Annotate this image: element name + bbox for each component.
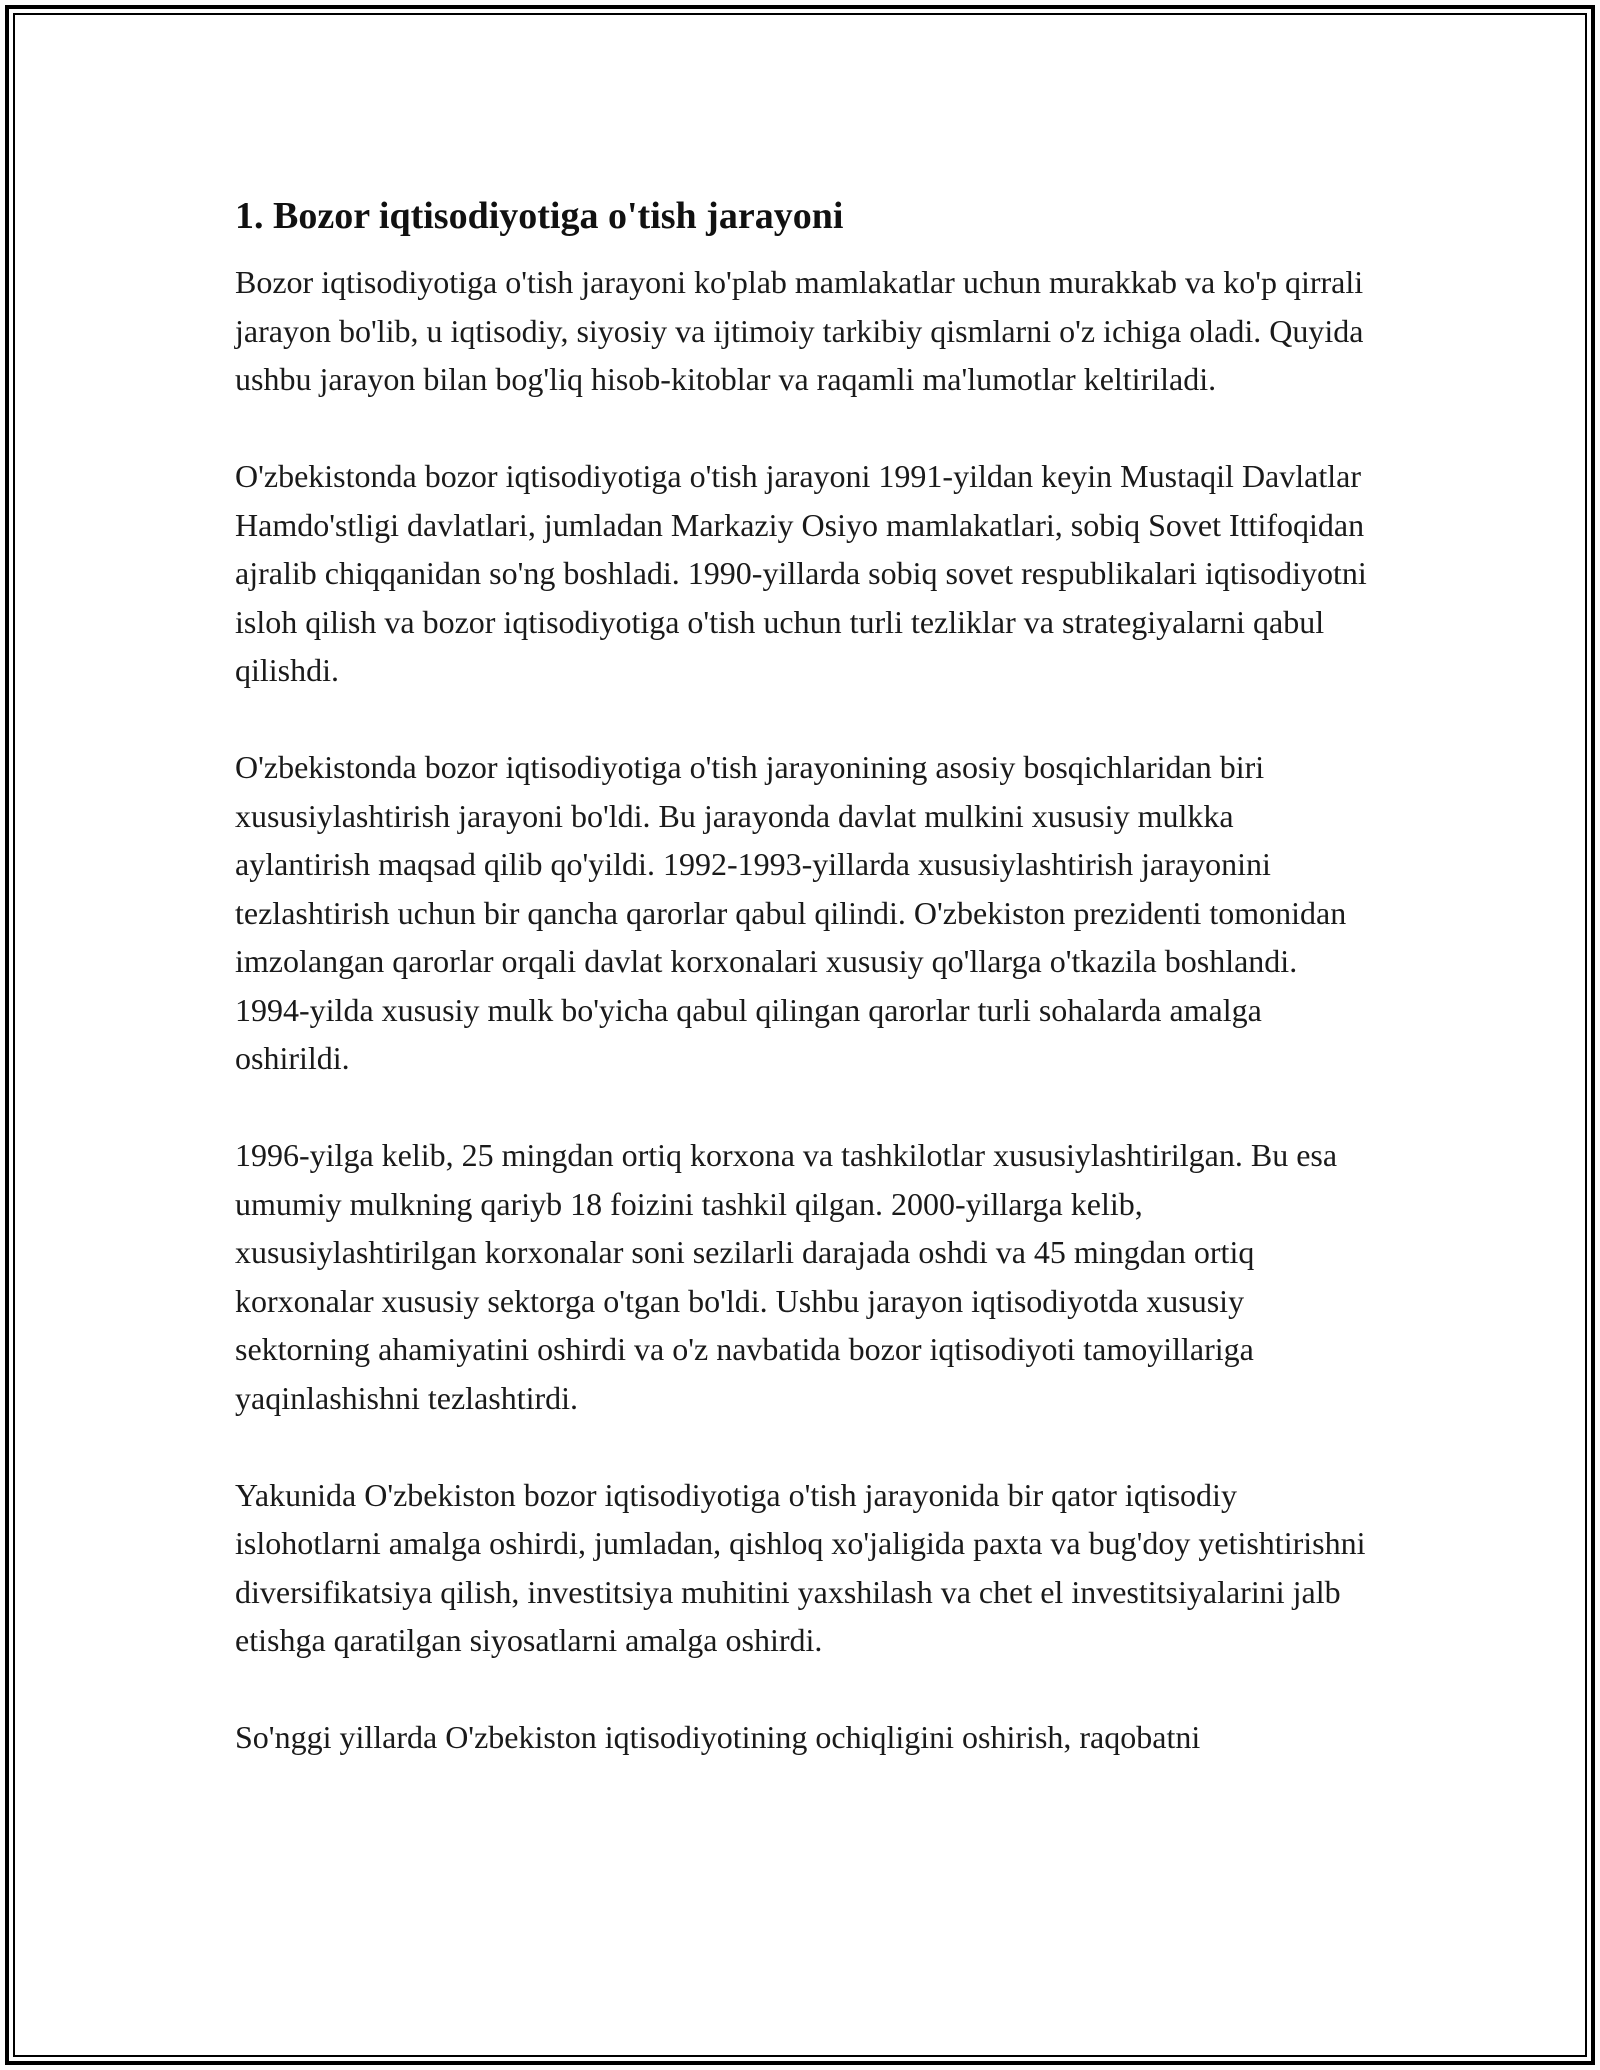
paragraph-privatization-results: 1996-yilga kelib, 25 mingdan ortiq korxona va tashkilotlar xususiylashtirilgan. Bu esa umumiy mulkning qariyb 18 foizini tashkil qilgan. 2000-yillarga kelib, xususiylashtirilgan korxonalar soni sezilarli darajada oshdi va 45 mingdan ortiq korxonalar xususiy sektorga o'tgan bo'ldi. Ushbu jarayon iqtisodiyotda xususiy sektorning ahamiyatini oshirdi va o'z navbatida bozor iqtisodiyoti tamoyillariga yaqinlashishni tezlashtirdi. — [235, 1137, 1338, 1416]
paragraph-recent-years: So'nggi yillarda O'zbekiston iqtisodiyotining ochiqligini oshirish, raqobatni — [235, 1719, 1201, 1755]
paragraph-intro: Bozor iqtisodiyotiga o'tish jarayoni ko'plab mamlakatlar uchun murakkab va ko'p qirrali jarayon bo'lib, u iqtisodiy, siyosiy va ijtimoiy tarkibiy qismlarni o'z ichiga oladi. Quyida ushbu jarayon bilan bog'liq hisob-kitoblar va raqamli ma'lumotlar keltiriladi. — [235, 264, 1364, 397]
paragraph-privatization: O'zbekistonda bozor iqtisodiyotiga o'tish jarayonining asosiy bosqichlaridan biri xususiylashtirish jarayoni bo'ldi. Bu jarayonda davlat mulkini xususiy mulkka aylantirish maqsad qilib qo'yildi. 1992-1993-yillarda xususiylashtirish jarayonini tezlashtirish uchun bir qancha qarorlar qabul qilindi. O'zbekiston prezidenti tomonidan imzolangan qarorlar orqali davlat korxonalari xususiy qo'llarga o'tkazila boshlandi. 1994-yilda xususiy mulk bo'yicha qabul qilingan qarorlar turli sohalarda amalga oshirildi. — [235, 749, 1347, 1076]
paragraph-reforms: Yakunida O'zbekiston bozor iqtisodiyotiga o'tish jarayonida bir qator iqtisodiy islohotlarni amalga oshirdi, jumladan, qishloq xo'jaligida paxta va bug'doy yetishtirishni diversifikatsiya qilish, investitsiya muhitini yaxshilash va chet el investitsiyalarini jalb etishga qaratilgan siyosatlarni amalga oshirdi. — [235, 1476, 1366, 1658]
section-heading: 1. Bozor iqtisodiyotiga o'tish jarayoni — [235, 195, 844, 237]
document-page — [235, 190, 1375, 1810]
paragraph-transition-start: O'zbekistonda bozor iqtisodiyotiga o'tish jarayoni 1991-yildan keyin Mustaqil Davlatlar Hamdo'stligi davlatlari, jumladan Markaziy Osiyo mamlakatlari, sobiq Sovet Ittifoqidan ajralib chiqqanidan so'ng boshladi. 1990-yillarda sobiq sovet respublikalari iqtisodiyotni isloh qilish va bozor iqtisodiyotiga o'tish uchun turli tezliklar va strategiyalarni qabul qilishdi. — [235, 458, 1367, 688]
